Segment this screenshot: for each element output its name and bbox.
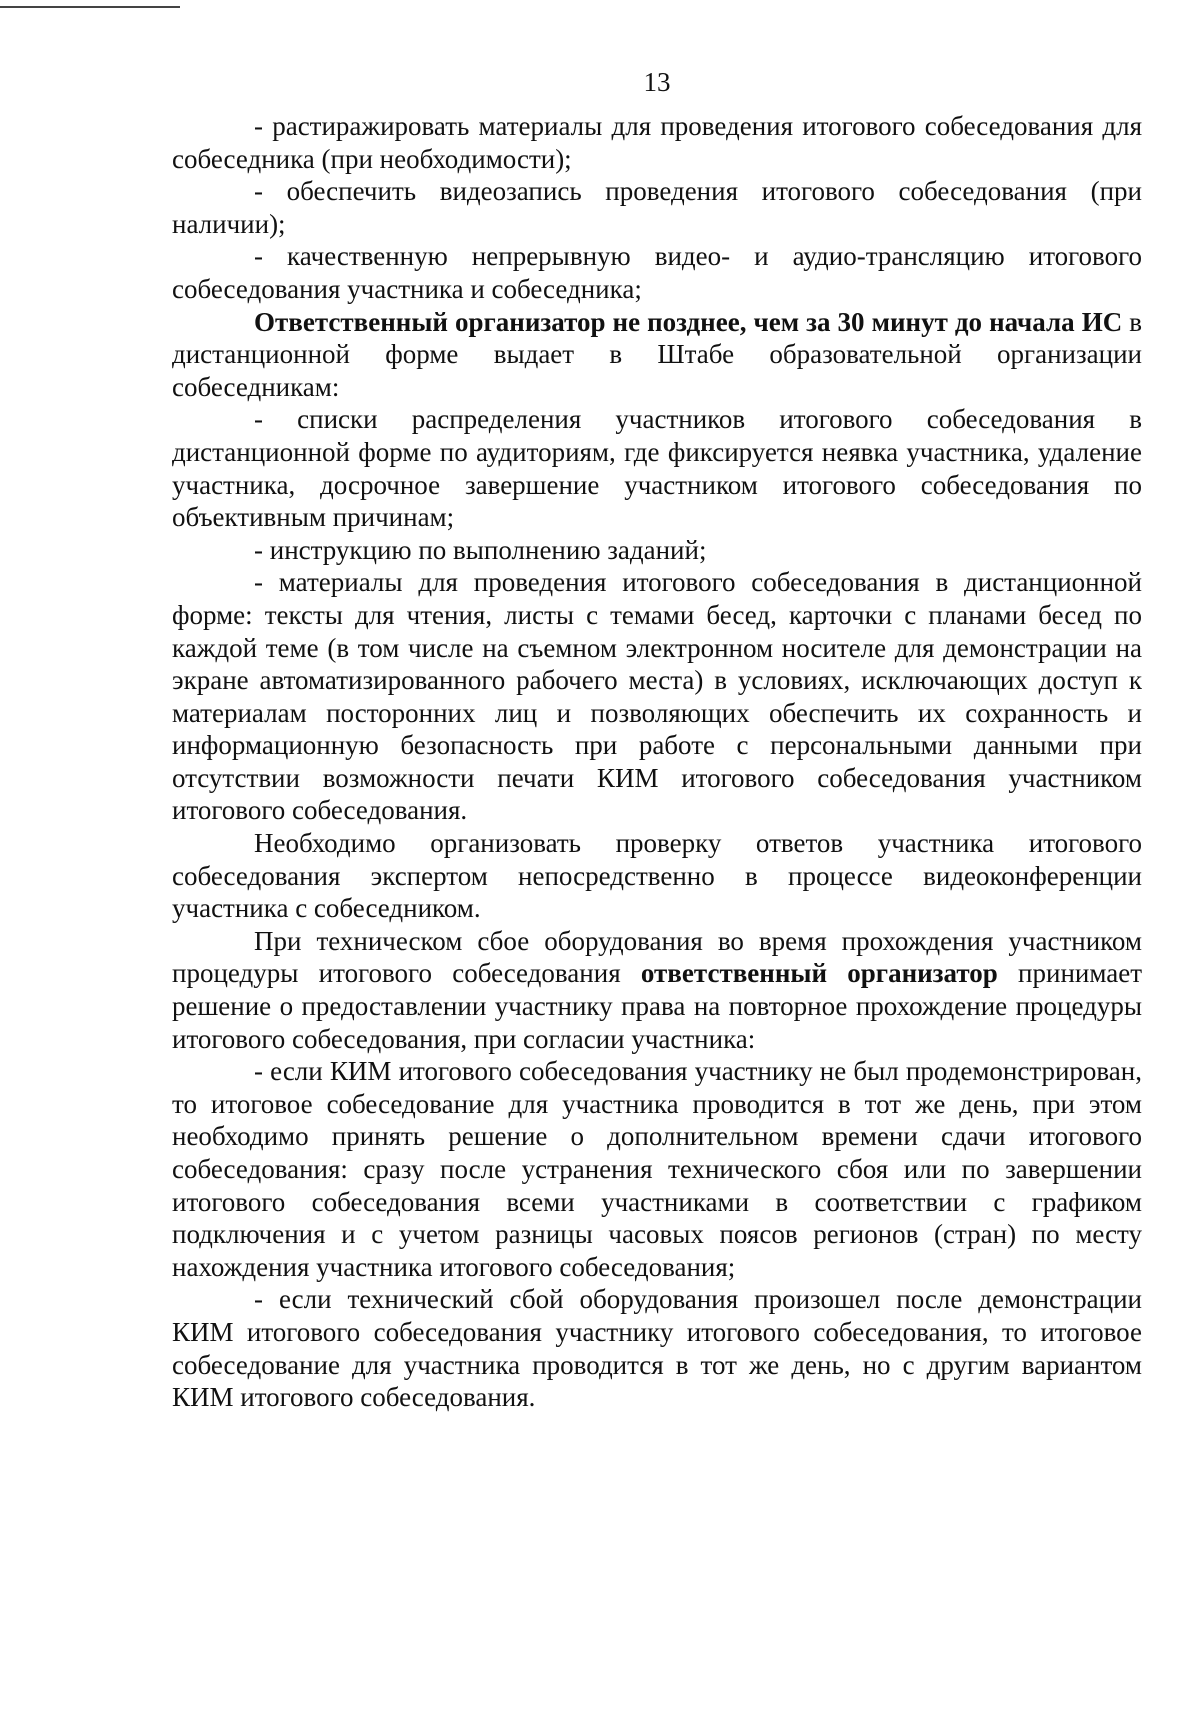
paragraph-text: - инструкцию по выполнению заданий; [254, 534, 707, 565]
paragraph-text: принимает решение о предоставлении участнику права на повторное прохождение процедуры итогового собеседования, при согласии участника: [172, 958, 1142, 1054]
paragraph-8 [172, 827, 1142, 925]
paragraph-text: - растиражировать материалы для проведения итогового собеседования для собеседника (при необходимости); [172, 111, 1142, 174]
paragraph-text: При техническом сбое оборудования во время прохождения участником процедуры итогового собеседования [172, 925, 1142, 989]
document-body [172, 110, 1142, 1414]
paragraph-4 [172, 306, 1142, 404]
paragraph-bold-text: ответственный организатор [640, 958, 998, 989]
paragraph-7 [172, 566, 1142, 827]
paragraph-text: - материалы для проведения итогового собеседования в дистанционной форме: тексты для чтения, листы с темами бесед, карточки с планами бесед по каждой теме (в том числе на съемном электронном носителе для демонстрации на экране автоматизированного рабочего места) в условиях, исключающих доступ к материалам посторонних лиц и позволяющих обеспечить их сохранность и информационную безопасность при работе с персональными данными при отсутствии возможности печати КИМ итогового собеседования участником итогового собеседования. [172, 567, 1142, 826]
paragraph-6 [172, 534, 1142, 567]
paragraph-bold-text: Ответственный организатор не позднее, чем за 30 минут до начала ИС [254, 306, 1123, 337]
paragraph-1 [172, 110, 1142, 175]
paragraph-9 [172, 925, 1142, 1055]
paragraph-text: Необходимо организовать проверку ответов участника итогового собеседования экспертом непосредственно в процессе видеоконференции участника с собеседником. [172, 828, 1142, 924]
paragraph-3 [172, 240, 1142, 305]
paragraph-text: - обеспечить видеозапись проведения итогового собеседования (при наличии); [172, 176, 1142, 239]
document-page [172, 62, 1142, 1682]
paragraph-text: - если технический сбой оборудования произошел после демонстрации КИМ итогового собеседования участнику итогового собеседования, то итоговое собеседование для участника проводится в тот же день, но с другим вариантом КИМ итогового собеседования. [172, 1284, 1142, 1413]
paragraph-text: в дистанционной форме выдает в Штабе образовательной организации собеседникам: [172, 306, 1142, 402]
paragraph-5 [172, 403, 1142, 533]
page-number: 13 [643, 67, 671, 97]
paragraph-text: - качественную непрерывную видео- и аудио-трансляцию итогового собеседования участника и собеседника; [172, 241, 1142, 304]
paragraph-10 [172, 1055, 1142, 1283]
scan-edge-line [0, 6, 180, 8]
paragraph-2 [172, 175, 1142, 240]
paragraph-text: - списки распределения участников итогового собеседования в дистанционной форме по аудиториям, где фиксируется неявка участника, удаление участника, досрочное завершение участником итогового собеседования по объективным причинам; [172, 404, 1142, 533]
paragraph-text: - если КИМ итогового собеседования участнику не был продемонстрирован, то итоговое собеседование для участника проводится в тот же день, при этом необходимо принять решение о дополнительном времени сдачи итогового собеседования: сразу после устранения технического сбоя или по завершении итогового собеседования всеми участниками в соответствии с графиком подключения и с учетом разницы часовых поясов регионов (стран) по месту нахождения участника итогового собеседования; [172, 1056, 1142, 1282]
paragraph-11 [172, 1283, 1142, 1413]
